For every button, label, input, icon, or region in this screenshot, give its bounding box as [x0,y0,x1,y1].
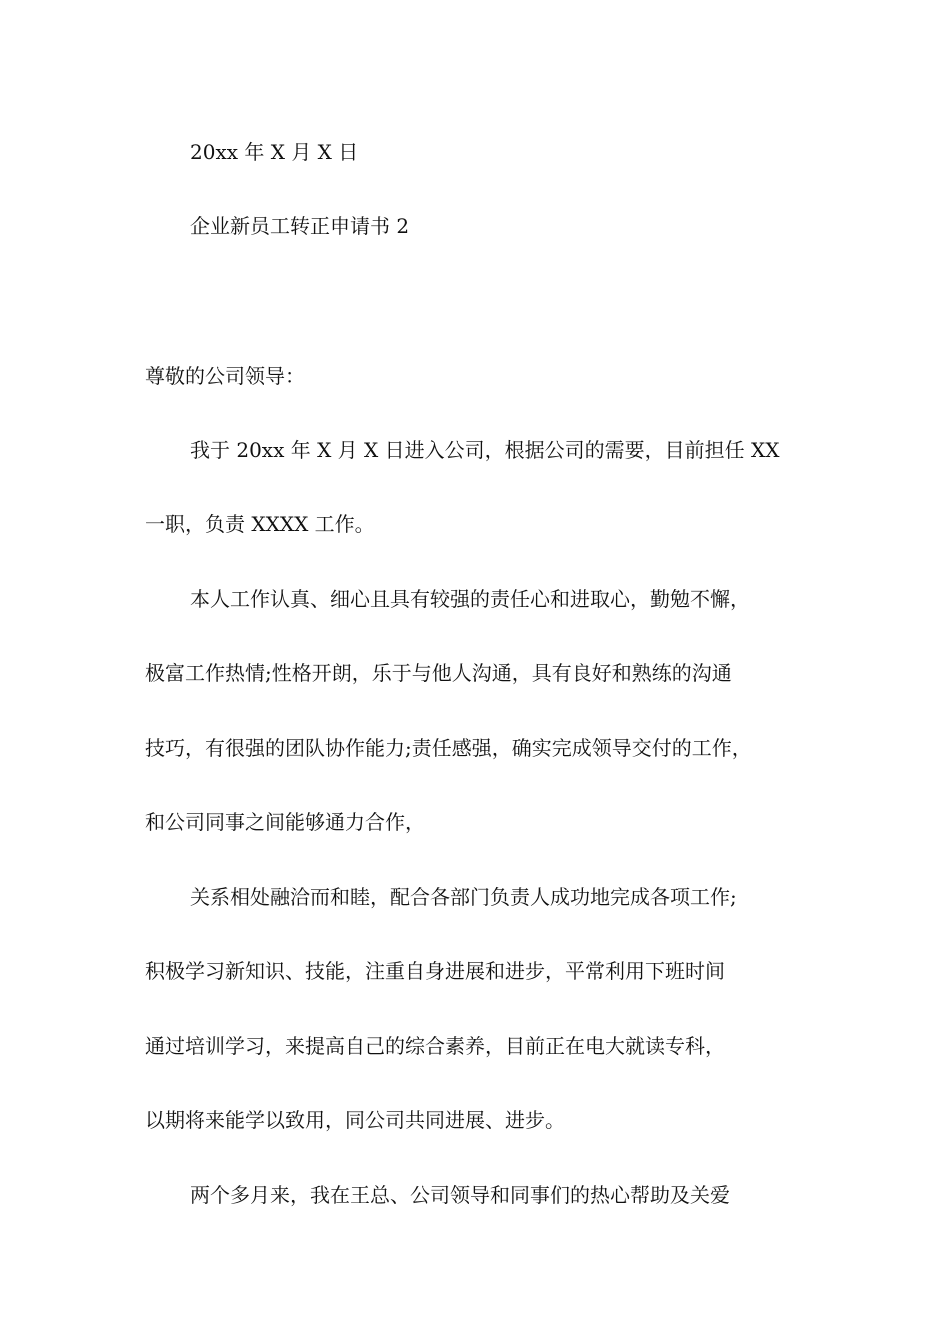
body-line: 以期将来能学以致用，同公司共同进展、进步。 [145,1108,565,1132]
body-line: 和公司同事之间能够通力合作， [145,810,425,834]
body-line: 极富工作热情;性格开朗，乐于与他人沟通，具有良好和熟练的沟通 [145,661,732,685]
document-title: 企业新员工转正申请书 2 [190,214,410,238]
body-line: 本人工作认真、细心且具有较强的责任心和进取心，勤勉不懈， [190,587,750,611]
body-line: 通过培训学习，来提高自己的综合素养，目前正在电大就读专科， [145,1034,725,1058]
date-line: 20xx 年 X 月 X 日 [190,140,359,164]
body-line: 积极学习新知识、技能，注重自身进展和进步，平常利用下班时间 [145,959,725,983]
salutation: 尊敬的公司领导： [145,364,305,388]
body-line: 两个多月来，我在王总、公司领导和同事们的热心帮助及关爱 [190,1183,730,1207]
body-line: 关系相处融洽而和睦，配合各部门负责人成功地完成各项工作; [190,885,737,909]
body-line: 一职，负责 XXXX 工作。 [145,512,375,536]
body-line: 技巧，有很强的团队协作能力;责任感强，确实完成领导交付的工作， [145,736,752,760]
body-line: 我于 20xx 年 X 月 X 日进入公司，根据公司的需要，目前担任 XX [190,438,780,462]
